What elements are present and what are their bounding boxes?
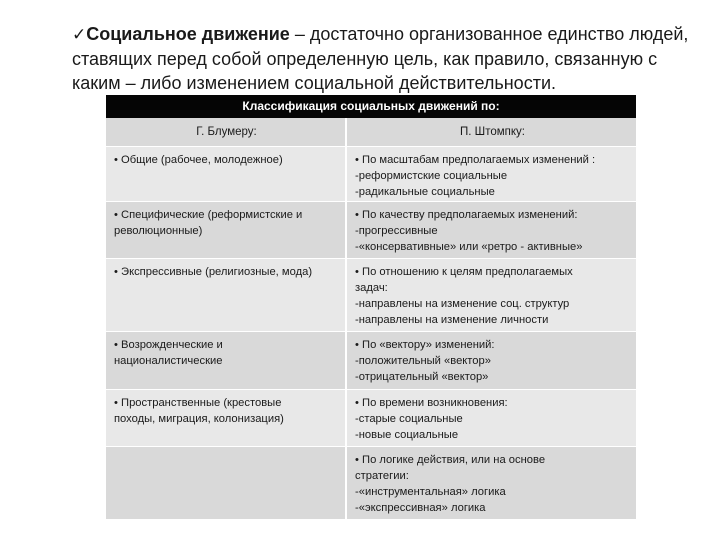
sztompka-cell (347, 332, 636, 389)
header-blumer: Г. Блумеру: (106, 118, 347, 146)
classification-table (106, 95, 636, 520)
cell-line: -«экспрессивная» логика (355, 502, 486, 514)
blumer-cell (106, 332, 347, 389)
definition-text: – достаточно организованное единство людей, ставящих перед собой определенную цель, как правило, связанную с каким – либо изменением социальной действительности. (72, 24, 689, 93)
table-row (106, 259, 636, 332)
cell-line: революционные) (114, 225, 203, 237)
cell-line: -«консервативные» или «ретро - активные» (355, 241, 583, 253)
cell-line: -реформистские социальные (355, 170, 508, 182)
header-sztompka: П. Штомпку: (347, 118, 636, 146)
cell-line: • По качеству предполагаемых изменений: (355, 209, 578, 221)
cell-line: -«инструментальная» логика (355, 486, 506, 498)
cell-line: • По логике действия, или на основе (355, 454, 546, 466)
blumer-cell-empty (106, 447, 347, 519)
cell-line: задач: (355, 282, 388, 294)
sztompka-cell (347, 202, 636, 258)
table-header-row (106, 118, 636, 147)
cell-line: -направлены на изменение соц. структур (355, 298, 570, 310)
sztompka-cell (347, 259, 636, 331)
table-row (106, 147, 636, 202)
intro-paragraph (72, 22, 692, 95)
cell-line: • Возрожденческие и (114, 339, 223, 351)
table-row (106, 390, 636, 447)
blumer-cell (106, 390, 347, 446)
cell-line: стратегии: (355, 470, 409, 482)
cell-line: -старые социальные (355, 413, 463, 425)
checkmark-icon: ✓ (72, 25, 87, 45)
sztompka-cell (347, 447, 636, 519)
table-caption: Классификация социальных движений по: (106, 95, 636, 118)
cell-line: -отрицательный «вектор» (355, 371, 489, 383)
cell-line: • Специфические (реформистские и (114, 209, 303, 221)
cell-line: • По времени возникновения: (355, 397, 508, 409)
cell-line: • Общие (рабочее, молодежное) (114, 154, 283, 166)
cell-line: • По масштабам предполагаемых изменений : (355, 154, 596, 166)
cell-line: -радикальные социальные (355, 186, 495, 198)
definition-term: Социальное движение (86, 24, 290, 44)
cell-line: -положительный «вектор» (355, 355, 491, 367)
blumer-cell (106, 259, 347, 331)
sztompka-cell (347, 147, 636, 201)
blumer-cell (106, 202, 347, 258)
cell-line: националистические (114, 355, 223, 367)
cell-line: • Пространственные (крестовые (114, 397, 282, 409)
cell-line: • Экспрессивные (религиозные, мода) (114, 266, 313, 278)
blumer-cell (106, 147, 347, 201)
cell-line: -новые социальные (355, 429, 459, 441)
cell-line: • По отношению к целям предполагаемых (355, 266, 573, 278)
cell-line: • По «вектору» изменений: (355, 339, 495, 351)
table-row (106, 202, 636, 259)
table-row (106, 447, 636, 520)
cell-line: походы, миграция, колонизация) (114, 413, 284, 425)
cell-line: -направлены на изменение личности (355, 314, 549, 326)
sztompka-cell (347, 390, 636, 446)
table-row (106, 332, 636, 390)
cell-line: -прогрессивные (355, 225, 438, 237)
